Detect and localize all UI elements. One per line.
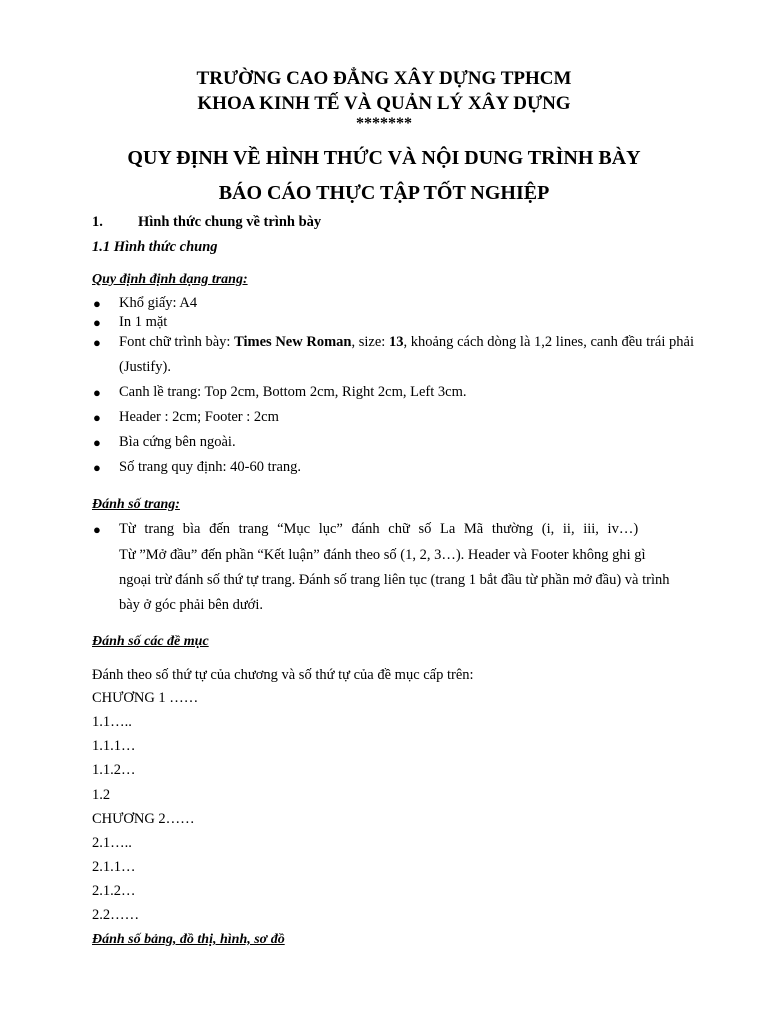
font-name: Times New Roman [234, 334, 352, 350]
outline-line: 2.2…… [92, 907, 140, 923]
print-sides-item: In 1 mặt [119, 314, 168, 330]
header-stars: ******* [356, 115, 412, 132]
cover-item: Bìa cứng bên ngoài. [119, 434, 236, 450]
outline-line: 2.1.1… [92, 859, 136, 875]
bullet-icon: ● [93, 296, 101, 311]
faculty-name: KHOA KINH TẾ VÀ QUẢN LÝ XÂY DỰNG [197, 93, 571, 114]
outline-line: CHƯƠNG 2…… [92, 811, 195, 827]
outline-line: 1.2 [92, 787, 111, 803]
page-format-heading: Quy định định dạng trang: [92, 272, 248, 287]
section-1-1-title: 1.1 Hình thức chung [92, 239, 218, 255]
numbering-line-1 [119, 521, 694, 538]
page-numbering-heading: Đánh số trang: [92, 497, 180, 512]
outline-line: 1.1….. [92, 714, 132, 730]
bullet-icon: ● [93, 410, 101, 425]
bullet-icon: ● [93, 435, 101, 450]
numbering-line-1-text: Từ trang bìa đến trang “Mục lục” đánh chữ số La Mã thường (i, ii, iii, iv…) [119, 521, 639, 537]
bullet-icon: ● [93, 522, 101, 537]
margins-item: Canh lề trang: Top 2cm, Bottom 2cm, Right 2cm, Left 3cm. [119, 384, 467, 400]
section-1-title: Hình thức chung về trình bày [138, 214, 322, 230]
bullet-icon: ● [93, 315, 101, 330]
section-numbering-intro: Đánh theo số thứ tự của chương và số thứ tự của đề mục cấp trên: [92, 667, 474, 683]
outline-line: 2.1.2… [92, 883, 136, 899]
outline-line: 1.1.1… [92, 738, 136, 754]
paper-size-item: Khổ giấy: A4 [119, 295, 198, 311]
title-line-1: QUY ĐỊNH VỀ HÌNH THỨC VÀ NỘI DUNG TRÌNH BÀY [127, 147, 641, 169]
font-prefix: Font chữ trình bày: [119, 334, 235, 350]
section-numbering-heading: Đánh số các đề mục [92, 634, 209, 649]
bullet-icon: ● [93, 385, 101, 400]
numbering-line-3: ngoại trừ đánh số thứ tự trang. Đánh số trang liên tục (trang 1 bắt đầu từ phần mở đầu) và trình [119, 572, 670, 588]
tables-numbering-heading: Đánh số bảng, đồ thị, hình, sơ đồ [92, 932, 285, 947]
bullet-icon: ● [93, 335, 101, 350]
font-suffix: , khoảng cách dòng là 1,2 lines, canh đều trái phải (Justify). [119, 334, 694, 375]
outline-line: 1.1.2… [92, 762, 136, 778]
font-mid: , size: [351, 334, 389, 350]
school-name: TRƯỜNG CAO ĐẲNG XÂY DỰNG TPHCM [196, 68, 572, 89]
font-size: 13 [388, 334, 404, 350]
page-count-item: Số trang quy định: 40-60 trang. [119, 459, 302, 475]
section-1-number: 1. [92, 214, 103, 230]
bullet-icon: ● [93, 460, 101, 475]
title-line-2: BÁO CÁO THỰC TẬP TỐT NGHIỆP [218, 182, 550, 204]
outline-line: CHƯƠNG 1 …… [92, 690, 199, 706]
header-footer-item: Header : 2cm; Footer : 2cm [119, 409, 279, 425]
outline-line: 2.1….. [92, 835, 132, 851]
numbering-line-4: bày ở góc phải bên dưới. [119, 597, 263, 613]
font-item [119, 330, 694, 380]
numbering-line-2: Từ ”Mở đầu” đến phần “Kết luận” đánh theo số (1, 2, 3…). Header và Footer không ghi gì [119, 547, 646, 563]
